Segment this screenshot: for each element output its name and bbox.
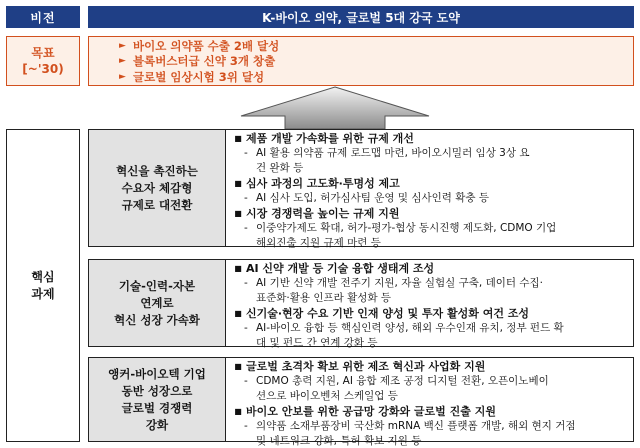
section-heading [230, 359, 627, 374]
square-bullet-icon: ■ [234, 179, 242, 188]
goal-item-text: 글로벌 임상시험 3위 달성 [133, 69, 265, 84]
task-title-line: 기술-인력-자본 [118, 278, 196, 293]
goal-item [119, 38, 633, 54]
detail-text: 및 네트워크 강화, 특허 확보 지원 등 [256, 435, 422, 447]
detail-text: 건 완화 등 [256, 162, 304, 174]
goal-label-text: 목표 [31, 46, 55, 60]
continuation-indent [244, 434, 256, 448]
task-details [226, 259, 634, 347]
dash-bullet-icon: - [244, 375, 248, 387]
task-title-line: 규제로 대전환 [121, 197, 193, 212]
dash-bullet-icon: - [244, 277, 248, 289]
detail-line [230, 374, 627, 389]
detail-text: CDMO 총력 지원, AI 융합 제조 공정 디지털 전환, 오픈이노베이 [256, 375, 549, 387]
task-title-line: 앵커-바이오텍 기업 [108, 366, 206, 381]
detail-line [230, 336, 627, 351]
dash-bullet-icon: - [244, 147, 248, 159]
detail-line [230, 434, 627, 448]
detail-text: AI 기반 신약 개발 전주기 지원, 자율 실험실 구축, 데이터 수집· [256, 277, 543, 289]
section-heading [230, 261, 627, 276]
core-tasks-label [6, 129, 80, 442]
task-title [88, 129, 226, 247]
goal-item-text: 바이오 의약품 수출 2배 달성 [133, 38, 280, 53]
detail-text: 해외진출 지원 규제 마련 등 [256, 237, 381, 249]
section-heading-text: AI 신약 개발 등 기술 융합 생태계 조성 [246, 262, 435, 275]
detail-line [230, 389, 627, 404]
detail-text: 션으로 바이오벤처 스케일업 등 [256, 390, 398, 402]
task-title-line: 수요자 체감형 [121, 180, 193, 195]
task-title-line: 혁신 성장 가속화 [114, 312, 200, 327]
triangle-bullet-icon: ► [119, 71, 126, 82]
detail-line [230, 161, 627, 176]
task-title [88, 357, 226, 442]
goal-list [88, 36, 634, 86]
task-title-line: 혁신을 촉진하는 [116, 163, 198, 178]
square-bullet-icon: ■ [234, 209, 242, 218]
triangle-bullet-icon: ► [119, 56, 126, 67]
goal-item [119, 54, 633, 70]
square-bullet-icon: ■ [234, 134, 242, 143]
section-heading-text: 심사 과정의 고도화·투명성 제고 [246, 177, 400, 190]
continuation-indent [244, 236, 256, 251]
detail-line [230, 146, 627, 161]
detail-line [230, 419, 627, 434]
section-heading-text: 글로벌 초격차 확보 위한 제조 혁신과 사업화 지원 [246, 360, 486, 373]
detail-text: AI 활용 의약품 규제 로드맵 마련, 바이오시밀러 임상 3상 요 [256, 147, 530, 159]
detail-text: AI-바이오 융합 등 핵심인력 양성, 해외 우수인재 유치, 정부 펀드 확 [256, 322, 564, 334]
square-bullet-icon: ■ [234, 264, 242, 273]
task-title-line: 강화 [145, 417, 169, 432]
task-title-line: 글로벌 경쟁력 [121, 400, 193, 415]
detail-text: 의약품 소재부품장비 국산화 mRNA 백신 플랫폼 개발, 해외 현지 거점 [256, 420, 576, 432]
task-details [226, 357, 634, 447]
dash-bullet-icon: - [244, 322, 248, 334]
section-heading-text: 신기술·현장 수요 기반 인재 양성 및 투자 활성화 여건 조성 [246, 307, 530, 320]
section-heading [230, 131, 627, 146]
detail-line [230, 221, 627, 236]
square-bullet-icon: ■ [234, 407, 242, 416]
goal-item-text: 블록버스터급 신약 3개 창출 [133, 54, 276, 69]
section-heading [230, 306, 627, 321]
vision-label: 비전 [6, 6, 80, 28]
goal-label [6, 36, 80, 86]
detail-line [230, 321, 627, 336]
up-arrow-icon [240, 86, 430, 130]
detail-line [230, 191, 627, 206]
triangle-bullet-icon: ► [119, 40, 126, 51]
dash-bullet-icon: - [244, 420, 248, 432]
detail-line [230, 236, 627, 251]
goal-period: [~'30) [22, 62, 64, 76]
section-heading [230, 404, 627, 419]
section-heading-text: 바이오 안보를 위한 공급망 강화와 글로벌 진출 지원 [246, 405, 496, 418]
continuation-indent [244, 389, 256, 404]
detail-text: 대 및 펀드 간 연계 강화 등 [256, 337, 378, 349]
continuation-indent [244, 161, 256, 176]
task-title-line: 동반 성장으로 [121, 383, 193, 398]
section-heading-text: 시장 경쟁력을 높이는 규제 지원 [246, 207, 400, 220]
core-label-line: 핵심 [31, 269, 55, 284]
task-title [88, 259, 226, 347]
section-heading [230, 176, 627, 191]
task-details [226, 129, 634, 247]
detail-line [230, 291, 627, 306]
section-heading [230, 206, 627, 221]
detail-text: 이중약가제도 확대, 허가-평가-협상 동시진행 제도화, CDMO 기업 [256, 222, 557, 234]
square-bullet-icon: ■ [234, 362, 242, 371]
section-heading-text: 제품 개발 가속화를 위한 규제 개선 [246, 132, 414, 145]
goal-item [119, 69, 633, 85]
detail-line [230, 276, 627, 291]
dash-bullet-icon: - [244, 222, 248, 234]
continuation-indent [244, 291, 256, 306]
dash-bullet-icon: - [244, 192, 248, 204]
square-bullet-icon: ■ [234, 309, 242, 318]
detail-text: AI 심사 도입, 허가심사팀 운영 및 심사인력 확충 등 [256, 192, 490, 204]
core-label-line: 과제 [31, 286, 55, 301]
task-title-line: 연계로 [140, 295, 174, 310]
detail-text: 표준화·활용 인프라 활성화 등 [256, 292, 392, 304]
continuation-indent [244, 336, 256, 351]
vision-statement: K-바이오 의약, 글로벌 5대 강국 도약 [88, 6, 634, 28]
